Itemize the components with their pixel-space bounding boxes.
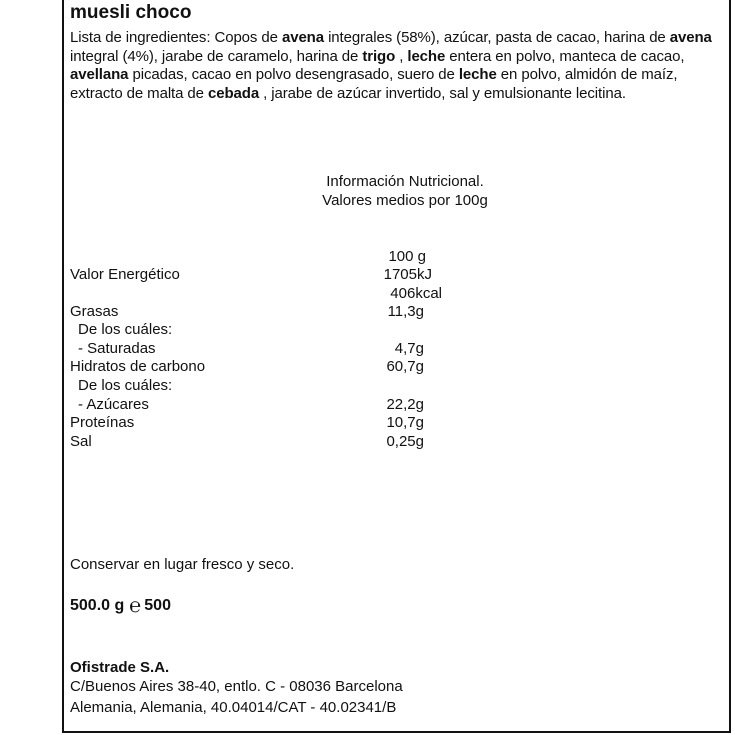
nutrition-row-value: 60,7g (386, 358, 424, 375)
nutrition-row-value: 10,7g (386, 414, 424, 431)
company-address-line1: C/Buenos Aires 38-40, entlo. C - 08036 Barcelona (70, 678, 403, 695)
nutrition-row-label: De los cuáles: (78, 321, 173, 338)
ingredients-allergen: leche (407, 47, 446, 65)
ingredients-segment: , (395, 47, 408, 65)
nutrition-row-label: Sal (70, 433, 92, 450)
company-name: Ofistrade S.A. (70, 659, 170, 676)
nutrition-row-value: 22,2g (386, 396, 424, 413)
nutrition-row-value: 0,25g (386, 433, 424, 450)
storage-instructions: Conservar en lugar fresco y seco. (70, 556, 295, 573)
nutrition-row-label: Proteínas (70, 414, 135, 431)
company-address-line2: Alemania, Alemania, 40.04014/CAT - 40.02341/B (70, 699, 397, 716)
product-title: muesli choco (70, 2, 192, 23)
ingredients-allergen: cebada (207, 84, 260, 102)
nutrition-row-value: 4,7g (394, 340, 424, 357)
estimated-sign-icon: ℮ (129, 595, 142, 617)
nutrition-row-label: - Saturadas (78, 340, 156, 357)
ingredients-allergen: avena (669, 29, 712, 46)
ingredients-segment: en polvo, almidón de maíz, extracto de malta de (70, 66, 678, 102)
net-weight-value: 500.0 g (70, 597, 125, 614)
ingredients-list (70, 29, 720, 103)
nutrition-row-value: 11,3g (387, 303, 424, 320)
ingredients-allergen: trigo (362, 47, 396, 65)
ingredients-segment: entera en polvo, manteca de cacao, (445, 47, 685, 65)
nutrition-row-label: Grasas (70, 303, 119, 320)
nutrition-heading: Información Nutricional. (326, 173, 484, 190)
net-weight (70, 597, 171, 615)
ingredients-segment: picadas, cacao en polvo desengrasado, suero de (128, 66, 459, 83)
drained-weight-value: 500 (144, 597, 171, 614)
nutrition-row-value: 1705kJ (383, 266, 432, 283)
nutrition-subheading: Valores medios por 100g (322, 192, 488, 209)
nutrition-column-header: 100 g (388, 248, 426, 265)
ingredients-segment: Lista de ingredientes: Copos de (70, 29, 282, 46)
nutrition-row-label: - Azúcares (78, 396, 149, 413)
nutrition-row-label: De los cuáles: (78, 377, 173, 394)
ingredients-segment: , jarabe de azúcar invertido, sal y emulsionante lecitina. (259, 84, 626, 102)
nutrition-row-label: Hidratos de carbono (70, 358, 206, 375)
ingredients-segment: integrales (58%), azúcar, pasta de cacao, harina de (324, 29, 670, 46)
nutrition-row-value: 406kcal (390, 285, 442, 302)
ingredients-allergen: leche (458, 66, 497, 83)
ingredients-segment: integral (4%), jarabe de caramelo, harina de (70, 47, 363, 65)
ingredients-allergen: avena (281, 29, 324, 46)
nutrition-row-label: Valor Energético (70, 266, 180, 283)
ingredients-allergen: avellana (70, 66, 129, 83)
